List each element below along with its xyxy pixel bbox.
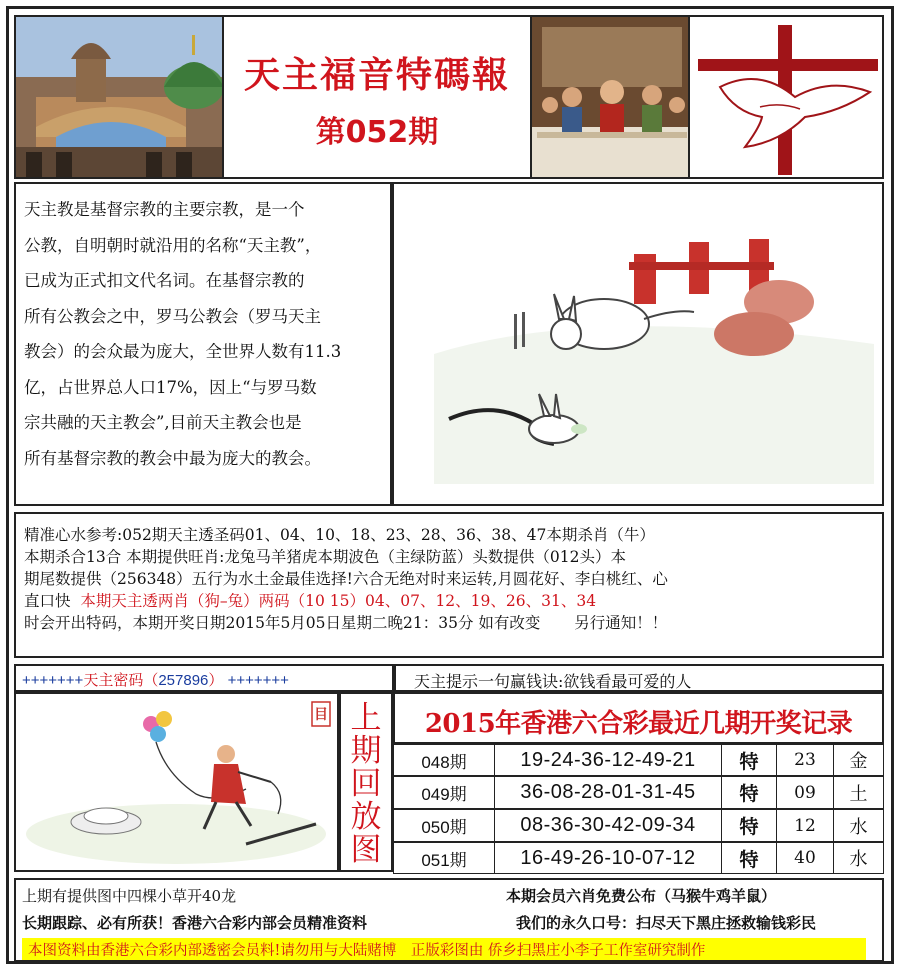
secret-label: 天主密码（ [83, 672, 159, 689]
intro-line: 所有公教会之中，罗马公教会（罗马天主 [24, 306, 321, 326]
numbers-cell: 16-49-26-10-07-12 [494, 842, 722, 874]
intro-line: 亿，占世界总人口17%，因上“与罗马数 [24, 377, 317, 397]
tip-panel [394, 664, 884, 692]
issue-number: 第052期 [315, 115, 439, 150]
replay-char: 图 [350, 832, 382, 868]
reference-line [24, 612, 668, 634]
results-title: 2015年香港六合彩最近几期开奖记录 [424, 709, 853, 739]
footer-line1-left: 上期有提供图中四棵小草开40龙 [22, 887, 237, 905]
special-label-cell: 特 [721, 809, 777, 842]
footer-line1-right: 本期会员六肖免费公布（马猴牛鸡羊鼠） [506, 887, 777, 905]
page-title: 天主福音特碼報 [243, 55, 510, 96]
replay-char: 上 [350, 700, 382, 736]
reference-line: 本期杀合13合 本期提供旺肖:龙兔马羊猪虎本期波色（主绿防蓝）头数提供（012头）本 [24, 548, 626, 566]
replay-illustration [14, 692, 339, 872]
results-table [393, 744, 884, 874]
secret-code-panel [14, 664, 394, 692]
special-label-cell: 特 [721, 744, 777, 776]
draw-date-text: 时会开出特码，本期开奖日期2015年5月05日星期二晚21：35分 如有改变 [24, 614, 541, 632]
intro-line: 所有基督宗教的教会中最为庞大的教会。 [24, 448, 321, 468]
intro-line: 宗共融的天主教会”,目前天主教会也是 [24, 413, 302, 432]
footer-line3: 本图资料由香港六合彩内部透密会员料!请勿用与大陆赌博 正版彩图由 侨乡扫黑庄小李子工作室研究制作 [28, 943, 706, 959]
issue-cell: 048期 [393, 744, 495, 776]
issue-cell: 050期 [393, 809, 495, 842]
featured-numbers: 本期天主透两肖（狗–兔）两码（10 15）04、07、12、19、26、31、34 [80, 592, 597, 610]
secret-close: ） [208, 672, 224, 689]
intro-line: 教会）的会众最为庞大，全世界人数有11.3 [24, 342, 342, 361]
special-number-cell: 12 [776, 809, 834, 842]
replay-char: 回 [350, 766, 382, 802]
results-title-box [393, 692, 884, 744]
title-panel [222, 15, 532, 179]
rabbit-illustration [392, 182, 884, 506]
last-supper-painting [530, 15, 690, 179]
reference-line: 期尾数提供（256348）五行为水土金最佳选择!六合无绝对时来运转,月圆花好、李白桃红、心 [24, 570, 668, 588]
reference-line [24, 590, 668, 612]
secret-decor-right: +++++++ [227, 672, 289, 689]
element-cell: 金 [833, 744, 884, 776]
notice-text: 另行通知！！ [574, 614, 668, 632]
intro-line: 已成为正式扣文代名词。在基督宗教的 [24, 271, 305, 290]
secret-code: 257896 [158, 672, 209, 689]
replay-char: 放 [350, 799, 382, 835]
special-number-cell: 09 [776, 776, 834, 809]
special-label-cell: 特 [721, 776, 777, 809]
special-number-cell: 40 [776, 842, 834, 874]
church-photo [14, 15, 224, 179]
numbers-cell: 08-36-30-42-09-34 [494, 809, 722, 842]
element-cell: 土 [833, 776, 884, 809]
footer-line2-left: 长期跟踪、必有所获！香港六合彩内部会员精准资料 [22, 914, 368, 932]
replay-label-panel [339, 692, 393, 872]
reference-panel [14, 512, 884, 658]
replay-tag: 目 [314, 707, 328, 723]
numbers-cell: 36-08-28-01-31-45 [494, 776, 722, 809]
footer-line2-right: 我们的永久口号：扫尽天下黑庄拯救输钱彩民 [516, 914, 817, 932]
element-cell: 水 [833, 842, 884, 874]
element-cell: 水 [833, 809, 884, 842]
footer-highlight-banner [22, 938, 866, 960]
intro-text-panel [14, 182, 392, 506]
tip-text: 天主提示一句赢钱诀:欲钱看最可爱的人 [414, 672, 692, 691]
replay-char: 期 [350, 733, 382, 769]
special-label-cell: 特 [721, 842, 777, 874]
issue-cell: 051期 [393, 842, 495, 874]
reference-text: 直口快 [24, 592, 71, 610]
cross-dove-emblem [688, 15, 884, 179]
secret-decor-left: +++++++ [22, 672, 84, 689]
intro-line: 天主教是基督宗教的主要宗教，是一个 [24, 200, 305, 219]
numbers-cell: 19-24-36-12-49-21 [494, 744, 722, 776]
footer-panel [14, 878, 884, 962]
issue-cell: 049期 [393, 776, 495, 809]
intro-line: 公教，自明朝时就沿用的名称“天主教”， [24, 235, 322, 255]
reference-line: 精准心水参考:052期天主透圣码01、04、10、18、23、28、36、38、47本期杀肖（牛） [24, 526, 655, 544]
special-number-cell: 23 [776, 744, 834, 776]
